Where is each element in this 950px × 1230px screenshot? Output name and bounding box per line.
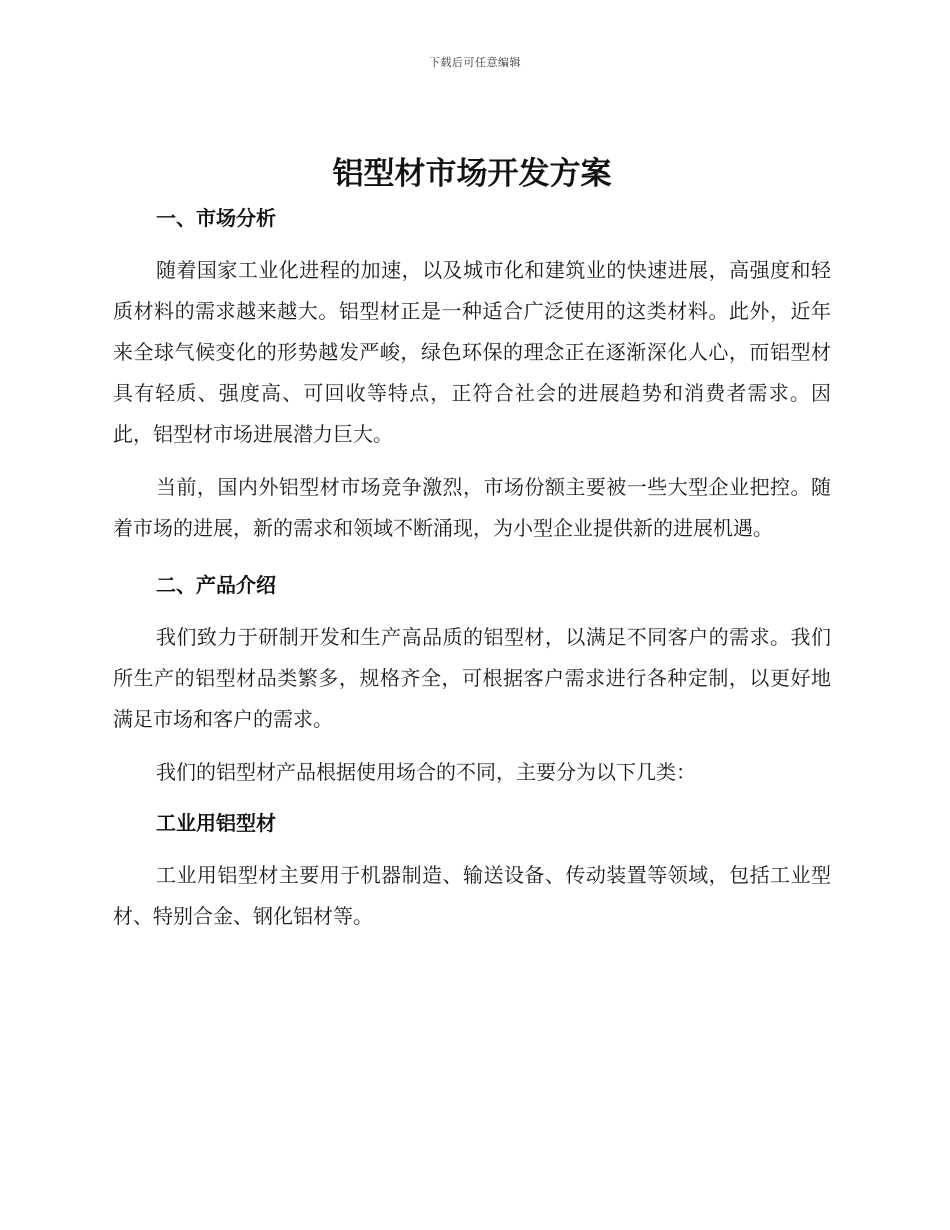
header-note: 下载后可任意编辑 [429,56,521,69]
section-heading-market-analysis: 一、市场分析 [156,206,276,230]
document-body [113,150,831,949]
subsection-heading-industrial: 工业用铝型材 [156,811,276,835]
paragraph: 当前，国内外铝型材市场竞争激烈，市场份额主要被一些大型企业把控。随着市场的进展，新的需求和领域不断涌现，为小型企业提供新的进展机遇。 [113,475,831,540]
paragraph: 我们致力于研制开发和生产高品质的铝型材，以满足不同客户的需求。我们所生产的铝型材品类繁多，规格齐全，可根据客户需求进行各种定制，以更好地满足市场和客户的需求。 [113,625,831,731]
paragraph: 我们的铝型材产品根据使用场合的不同，主要分为以下几类： [156,760,696,784]
document-title: 铝型材市场开发方案 [332,156,612,192]
section-heading-product-intro: 二、产品介绍 [156,573,276,597]
paragraph: 随着国家工业化进程的加速，以及城市化和建筑业的快速进展，高强度和轻质材料的需求越来越大。铝型材正是一种适合广泛使用的这类材料。此外，近年来全球气候变化的形势越发严峻，绿色环保的理念正在逐渐深化人心，而铝型材具有轻质、强度高、可回收等特点，正符合社会的进展趋势和消费者需求。因此，铝型材市场进展潜力巨大。 [113,258,831,446]
paragraph: 工业用铝型材主要用于机器制造、输送设备、传动装置等领域，包括工业型材、特别合金、钢化铝材等。 [113,863,831,928]
